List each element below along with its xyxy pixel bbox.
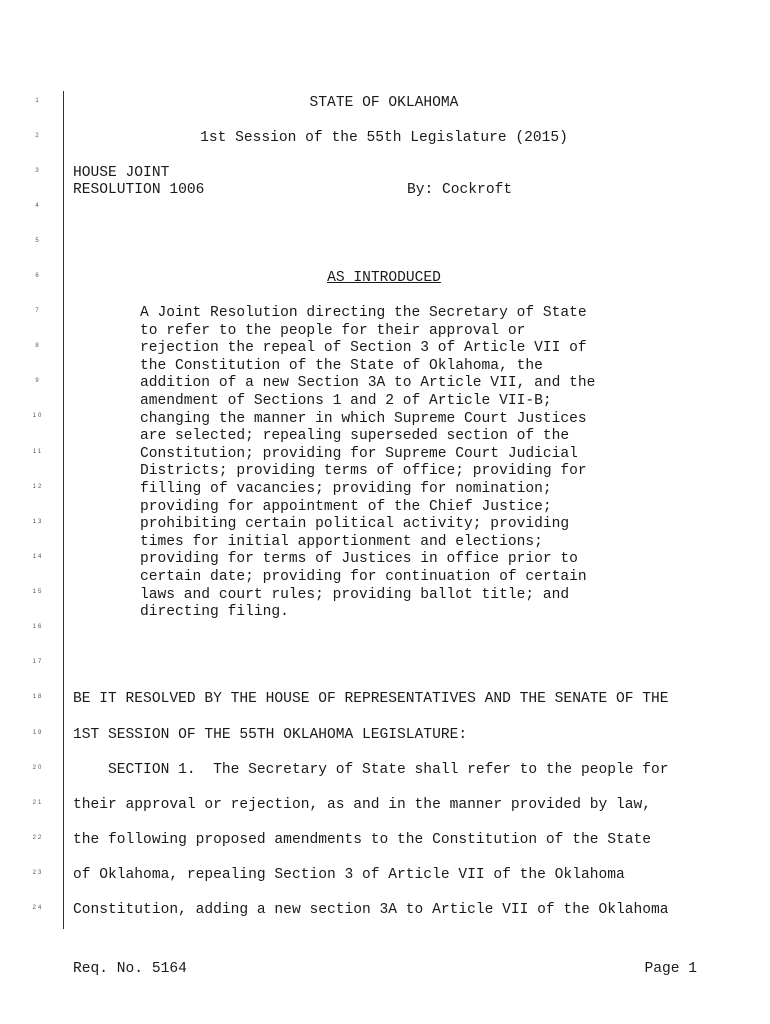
- line-number: 19: [32, 730, 44, 736]
- resolution-summary: [140, 305, 630, 622]
- summary-line: prohibiting certain political activity; providing: [140, 516, 570, 533]
- line-number: 2: [35, 133, 41, 139]
- summary-line: the Constitution of the State of Oklahoma, the: [140, 357, 543, 374]
- summary-line: times for initial apportionment and elections;: [140, 533, 543, 550]
- line-number: 10: [32, 413, 44, 419]
- line-number: 22: [32, 835, 44, 841]
- section-text-line: SECTION 1. The Secretary of State shall refer to the people for: [73, 762, 669, 778]
- summary-line: certain date; providing for continuation of certain: [140, 568, 587, 585]
- page-number: Page 1: [644, 961, 697, 977]
- resolving-clause-line: 1ST SESSION OF THE 55TH OKLAHOMA LEGISLATURE:: [73, 727, 468, 743]
- line-number: 21: [32, 800, 44, 806]
- summary-line: laws and court rules; providing ballot title; and: [140, 586, 570, 603]
- line-number: 3: [35, 168, 41, 174]
- section-text-line: of Oklahoma, repealing Section 3 of Article VII of the Oklahoma: [73, 867, 625, 883]
- summary-line: changing the manner in which Supreme Court Justices: [140, 410, 587, 427]
- status-heading: AS INTRODUCED: [327, 270, 441, 286]
- line-number: 9: [35, 378, 41, 384]
- summary-line: Constitution; providing for Supreme Court Judicial: [140, 445, 578, 462]
- resolving-clause-line: BE IT RESOLVED BY THE HOUSE OF REPRESENTATIVES AND THE SENATE OF THE: [73, 691, 669, 707]
- section-text-line: Constitution, adding a new section 3A to Article VII of the Oklahoma: [73, 902, 669, 918]
- line-number: 24: [32, 905, 44, 911]
- line-number: 8: [35, 343, 41, 349]
- left-margin-rule: [63, 91, 64, 929]
- summary-line: addition of a new Section 3A to Article VII, and the: [140, 375, 596, 392]
- line-number: 18: [32, 694, 44, 700]
- measure-type: HOUSE JOINT: [73, 165, 170, 181]
- section-text-line: their approval or rejection, as and in the manner provided by law,: [73, 797, 652, 813]
- line-number: 13: [32, 519, 44, 525]
- author-line: By: Cockroft: [407, 182, 513, 198]
- line-number: 5: [35, 238, 41, 244]
- line-number: 17: [32, 659, 44, 665]
- summary-line: providing for appointment of the Chief Justice;: [140, 498, 552, 515]
- request-number: Req. No. 5164: [73, 961, 187, 977]
- line-number: 12: [32, 484, 44, 490]
- measure-number: RESOLUTION 1006: [73, 182, 205, 198]
- summary-line: providing for terms of Justices in office prior to: [140, 551, 578, 568]
- summary-line: A Joint Resolution directing the Secretary of State: [140, 305, 587, 321]
- section-text-line: the following proposed amendments to the Constitution of the State: [73, 832, 652, 848]
- summary-line: filling of vacancies; providing for nomination;: [140, 480, 552, 497]
- summary-line: rejection the repeal of Section 3 of Article VII of: [140, 340, 587, 357]
- line-number: 16: [32, 624, 44, 630]
- state-heading: STATE OF OKLAHOMA: [309, 95, 459, 111]
- session-heading: 1st Session of the 55th Legislature (2015): [200, 130, 568, 146]
- summary-line: Districts; providing terms of office; providing for: [140, 463, 587, 480]
- line-number: 20: [32, 765, 44, 771]
- summary-line: are selected; repealing superseded section of the: [140, 428, 570, 445]
- summary-line: to refer to the people for their approval or: [140, 322, 526, 339]
- line-number: 11: [32, 449, 44, 455]
- line-number: 4: [35, 203, 41, 209]
- line-number: 7: [35, 308, 41, 314]
- summary-line: amendment of Sections 1 and 2 of Article VII-B;: [140, 392, 552, 409]
- line-number: 14: [32, 554, 44, 560]
- line-number: 23: [32, 870, 44, 876]
- summary-line: directing filing.: [140, 604, 289, 621]
- line-number: 6: [35, 273, 41, 279]
- line-number: 1: [35, 98, 41, 104]
- line-number: 15: [32, 589, 44, 595]
